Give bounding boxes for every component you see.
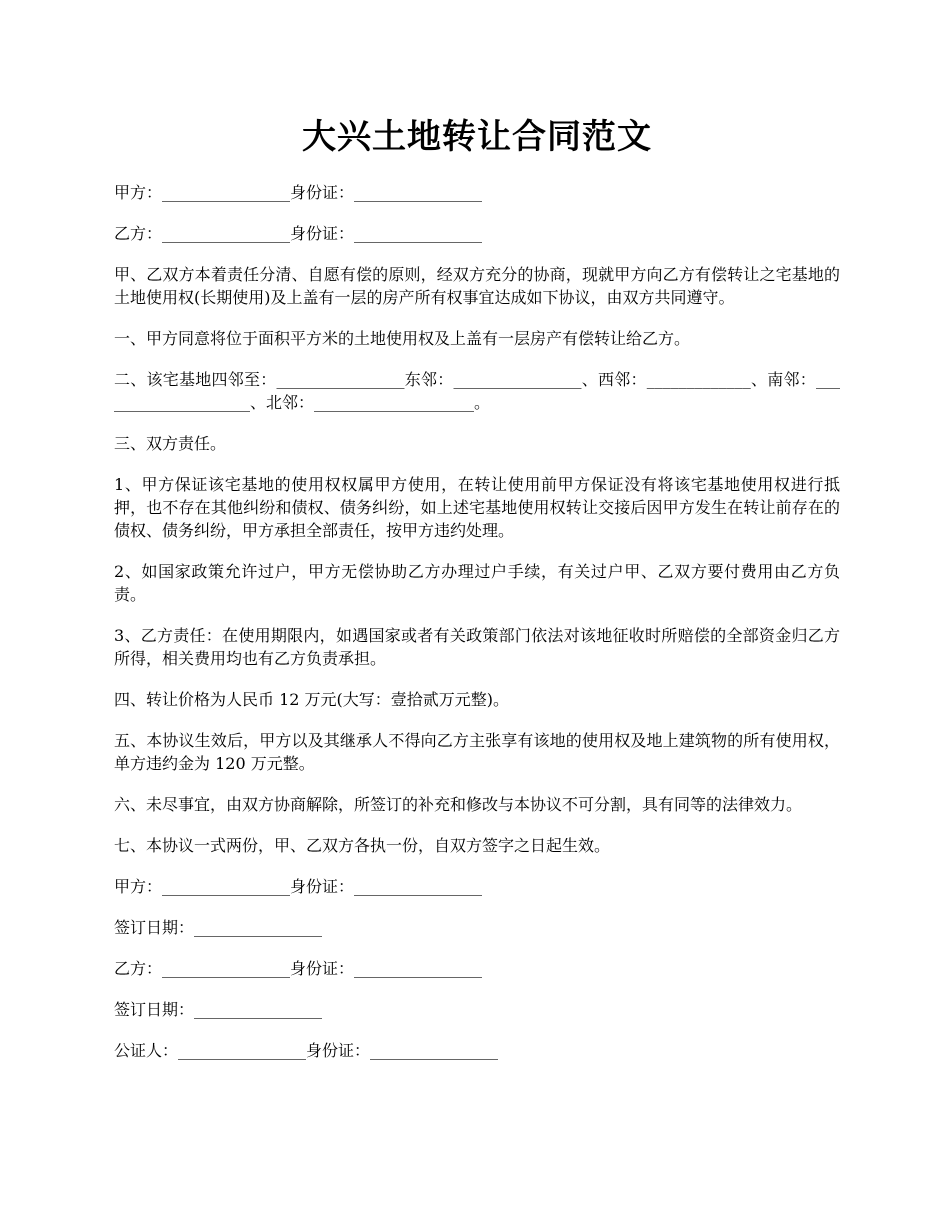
clause-7: 七、本协议一式两份，甲、乙双方各执一份，自双方签字之日起生效。 (114, 836, 611, 855)
document-title: 大兴土地转让合同范文 (302, 117, 652, 157)
signing-date-a: 签订日期：________________ (114, 918, 323, 937)
signature-party-b: 乙方：________________身份证：________________ (114, 959, 483, 978)
clause-3-item-3: 3、乙方责任：在使用期限内，如遇国家或者有关政策部门依法对该地征收时所赔偿的全部资金归乙方所得，相关费用均也有乙方负责承担。 (114, 626, 840, 668)
clause-3-item-1: 1、甲方保证该宅基地的使用权权属甲方使用，在转让使用前甲方保证没有将该宅基地使用权进行抵押，也不存在其他纠纷和债权、债务纠纷，如上述宅基地使用权转让交接后因甲方发生在转让前存在的债权、债务纠纷，甲方承担全部责任，按甲方违约处理。 (114, 475, 840, 540)
preamble-paragraph: 甲、乙双方本着责任分清、自愿有偿的原则，经双方充分的协商，现就甲方向乙方有偿转让之宅基地的土地使用权(长期使用)及上盖有一层的房产所有权事宜达成如下协议，由双方共同遵守。 (114, 265, 840, 307)
clause-1: 一、甲方同意将位于面积平方米的土地使用权及上盖有一层房产有偿转让给乙方。 (114, 329, 691, 348)
party-b-line: 乙方：________________身份证：________________ (114, 224, 483, 243)
clause-3-heading: 三、双方责任。 (114, 434, 227, 453)
clause-3-item-2: 2、如国家政策允许过户，甲方无偿协助乙方办理过户手续，有关过户甲、乙双方要付费用由乙方负责。 (114, 562, 840, 604)
clause-5: 五、本协议生效后，甲方以及其继承人不得向乙方主张享有该地的使用权及地上建筑物的所有使用权，单方违约金为 120 万元整。 (114, 731, 840, 773)
clause-2-boundaries: 二、该宅基地四邻至：________________东邻：________________、西邻：_____________、南邻：____________________、北邻：____________________。 (114, 370, 840, 412)
clause-4-price: 四、转让价格为人民币 12 万元(大写：壹拾贰万元整)。 (114, 690, 510, 709)
signing-date-b: 签订日期：________________ (114, 1000, 323, 1019)
notary-line: 公证人：________________身份证：________________ (114, 1041, 499, 1060)
document-page (114, 0, 840, 1080)
document-body (114, 181, 840, 1062)
clause-6: 六、未尽事宜，由双方协商解除，所签订的补充和修改与本协议不可分割，具有同等的法律效力。 (114, 795, 803, 814)
signature-party-a: 甲方：________________身份证：________________ (114, 877, 483, 896)
party-a-line: 甲方：________________身份证：________________ (114, 183, 483, 202)
